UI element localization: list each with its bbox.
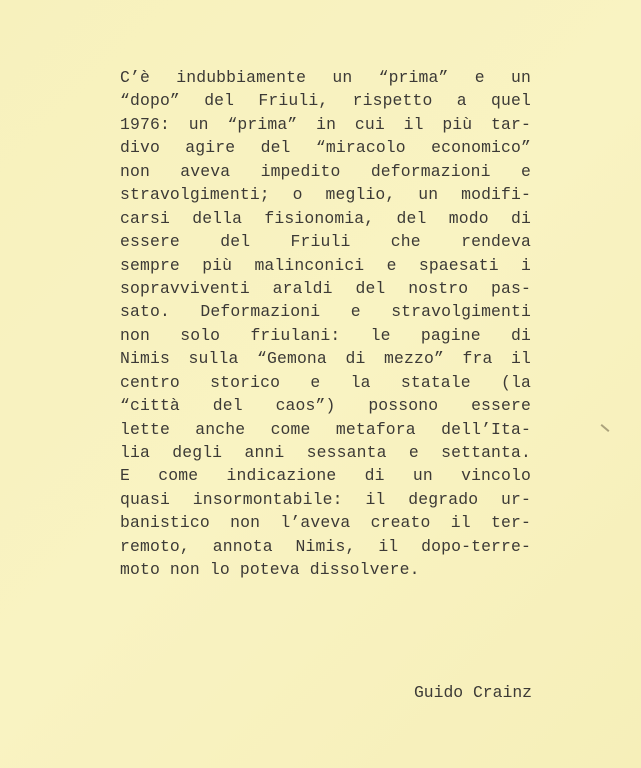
text-line: non solo friulani: le pagine di: [120, 325, 531, 345]
text-line: carsi della fisionomia, del modo di: [120, 208, 531, 228]
text-line: lia degli anni sessanta e settanta.: [120, 443, 531, 462]
text-line: “dopo” del Friuli, rispetto a quel: [120, 91, 531, 111]
quote-paragraph: [120, 66, 531, 582]
text-line: centro storico e la statale (la: [120, 372, 531, 392]
text-line: lette anche come metafora dell’Ita-: [120, 419, 531, 439]
text-line: “città del caos”) possono essere: [120, 396, 531, 416]
text-line: quasi insormontabile: il degrado ur-: [120, 489, 531, 509]
text-line: sopravviventi araldi del nostro pas-: [120, 278, 531, 298]
paper-speck-decoration: [601, 424, 610, 432]
text-line-last: moto non lo poteva dissolvere.: [120, 560, 420, 580]
author-signature: Guido Crainz: [413, 683, 532, 702]
text-line: C’è indubbiamente un “prima” e un: [120, 68, 531, 87]
text-line: sato. Deformazioni e stravolgimenti: [120, 302, 531, 322]
text-line: 1976: un “prima” in cui il più tar-: [120, 114, 531, 134]
text-line: non aveva impedito deformazioni e: [120, 161, 531, 181]
text-line: Nimis sulla “Gemona di mezzo” fra il: [120, 349, 531, 369]
text-line: banistico non l’aveva creato il ter-: [120, 513, 531, 533]
text-line: sempre più malinconici e spaesati i: [120, 255, 531, 275]
text-line: remoto, annota Nimis, il dopo-terre-: [120, 536, 531, 556]
text-line: divo agire del “miracolo economico”: [120, 138, 531, 158]
text-line: E come indicazione di un vincolo: [120, 466, 531, 486]
text-line: stravolgimenti; o meglio, un modifi-: [120, 185, 531, 205]
text-line: essere del Friuli che rendeva: [120, 232, 531, 252]
